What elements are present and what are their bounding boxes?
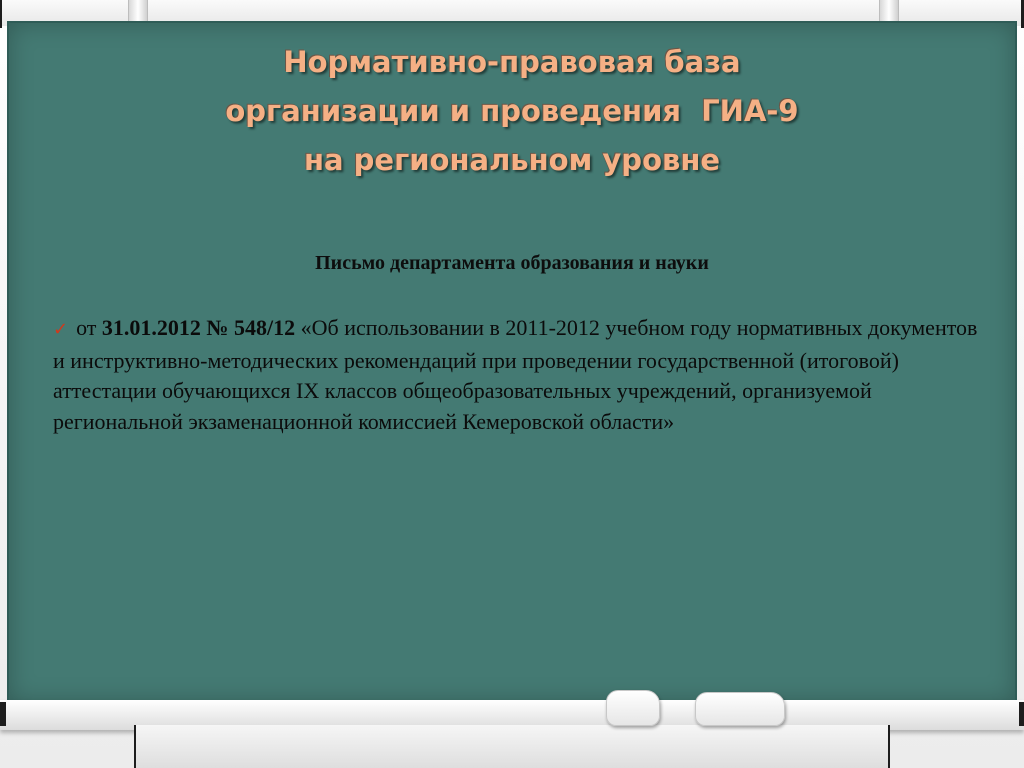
- tray-edge-right: [1019, 702, 1024, 726]
- checkmark-icon: ✓: [53, 319, 69, 340]
- tray-edge-left: [0, 702, 6, 726]
- title-line-3: на региональном уровне: [303, 143, 721, 177]
- letter-date-number: 31.01.2012 № 548/12: [101, 315, 296, 340]
- tray-stand: [134, 725, 890, 768]
- bullet-item: [53, 313, 988, 437]
- title-line-2: организации и проведения ГИА-9: [225, 94, 799, 128]
- slide-title: [0, 38, 1024, 185]
- frame-edge-left: [0, 0, 2, 28]
- letter-description: «Об использовании в 2011-2012 учебном году нормативных документов и инструктивно-методических рекомендаций при проведении государственной (итоговой) аттестации обучающихся IX классов общеобразовательных учреждений, организуемой региональной экзаменационной комиссией Кемеровской области»: [53, 315, 978, 434]
- bullet-prefix: от: [76, 315, 102, 340]
- eraser-large: [695, 692, 785, 726]
- title-line-1: Нормативно-правовая база: [283, 45, 741, 79]
- letter-heading: Письмо департамента образования и науки: [315, 252, 709, 274]
- eraser-small: [606, 690, 660, 726]
